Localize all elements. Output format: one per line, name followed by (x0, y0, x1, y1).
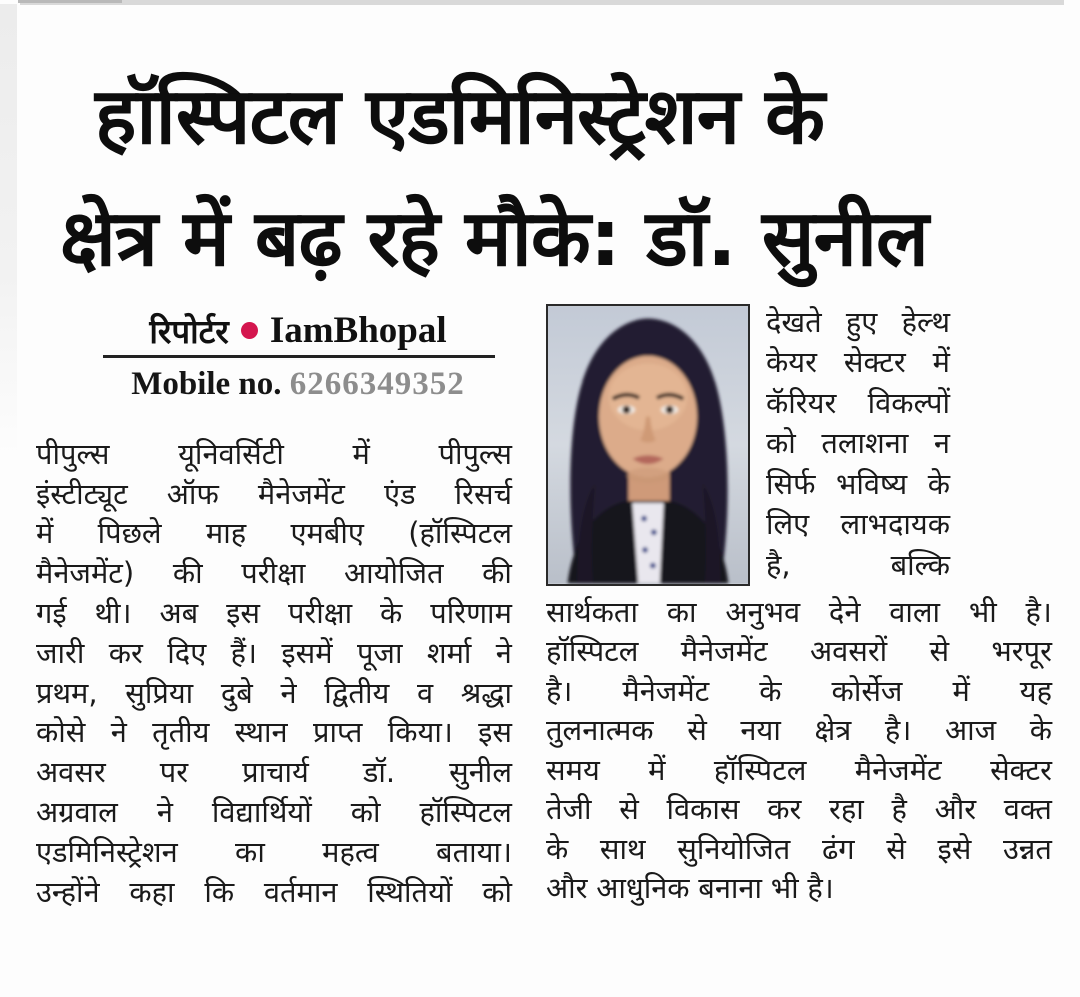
contact-line (100, 366, 496, 403)
photo-side-column (766, 300, 950, 584)
text-line: पीपुल्स यूनिवर्सिटी में पीपुल्स (36, 436, 512, 471)
right-column (546, 591, 1052, 907)
byline-rule (103, 355, 495, 358)
text-line: और आधुनिक बनाना भी है। (546, 871, 834, 905)
text-line: मैनेजमेंट) की परीक्षा आयोजित की (36, 556, 512, 591)
text-line: देखते हुए हेल्थ (766, 304, 950, 339)
text-line: एडमिनिस्ट्रेशन का महत्व बताया। (36, 834, 512, 869)
text-line: में पिछले माह एमबीए (हॉस्पिटल (36, 516, 512, 551)
text-line: गई थी। अब इस परीक्षा के परिणाम (36, 595, 512, 630)
text-line: तेजी से विकास कर रहा है और वक्त (546, 792, 1052, 826)
top-edge-strip-dark (18, 0, 122, 3)
text-line: हॉस्पिटल मैनेजमेंट अवसरों से भरपूर (546, 634, 1052, 668)
text-line: समय में हॉस्पिटल मैनेजमेंट सेक्टर (546, 752, 1052, 787)
text-line: सार्थकता का अनुभव देने वाला भी है। (546, 594, 1052, 629)
text-line: इंस्टीट्यूट ऑफ मैनेजमेंट एंड रिसर्च (36, 476, 512, 511)
headline-line-1: हॉस्पिटल एडमिनिस्ट्रेशन के (95, 72, 825, 162)
text-line: उन्होंने कहा कि वर्तमान स्थितियों को (36, 874, 512, 909)
text-line: है। मैनेजमेंट के कोर्सेज में यह (546, 673, 1052, 708)
source-name: IamBhopal (269, 310, 447, 351)
text-line: जारी कर दिए हैं। इसमें पूजा शर्मा ने (36, 635, 512, 670)
mobile-label: Mobile no. (131, 366, 282, 402)
text-line: तुलनात्मक से नया क्षेत्र है। आज के (546, 713, 1052, 747)
text-line: केयर सेक्टर में (766, 345, 950, 379)
headline-line-2: क्षेत्र में बढ़ रहे मौके: डॉ. सुनील (60, 194, 928, 284)
reporter-label: रिपोर्टर (149, 312, 229, 351)
portrait-illustration (548, 306, 748, 584)
text-line: कोसे ने तृतीय स्थान प्राप्त किया। इस (36, 715, 512, 750)
text-line: है, बल्कि (766, 547, 950, 582)
article-headline (60, 58, 1060, 298)
byline (100, 308, 496, 353)
text-line: प्रथम, सुप्रिया दुबे ने द्वितीय व श्रद्धा (36, 675, 512, 710)
mobile-number: 6266349352 (289, 366, 465, 402)
text-line: लिए लाभदायक (766, 507, 950, 541)
text-line: को तलाशना न (766, 426, 950, 460)
text-line: सिर्फ भविष्य के (766, 466, 950, 501)
text-line: अग्रवाल ने विद्यार्थियों को हॉस्पिटल (36, 794, 512, 829)
top-edge-strip (20, 0, 1064, 5)
left-edge-shadow (0, 4, 17, 454)
text-line: अवसर पर प्राचार्य डॉ. सुनील (36, 755, 512, 790)
text-line: के साथ सुनियोजित ढंग से इसे उन्नत (546, 831, 1052, 866)
left-column (36, 433, 512, 911)
text-line: कॅरियर विकल्पों (766, 385, 950, 420)
bullet-dot-icon (241, 322, 258, 339)
article-photo (546, 304, 750, 586)
